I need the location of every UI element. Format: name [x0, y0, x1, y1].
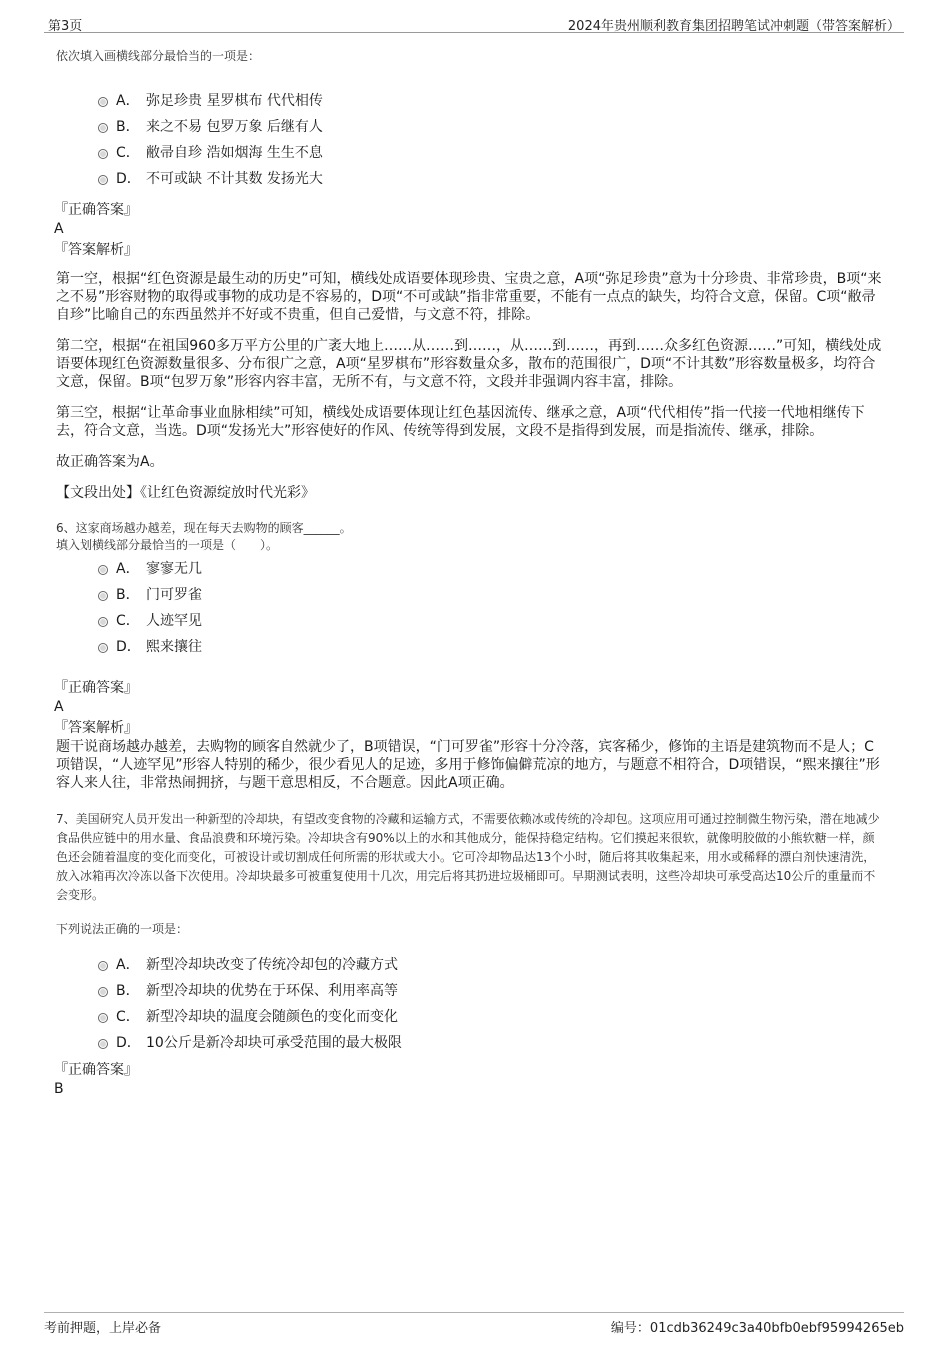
radio-icon[interactable] — [98, 149, 108, 159]
correct-answer-label: 『正确答案』 — [54, 202, 138, 218]
option-b[interactable]: B． 新型冷却块的优势在于环保、利用率高等 — [98, 978, 886, 1004]
radio-icon[interactable] — [98, 175, 108, 185]
question-7 — [56, 810, 886, 1098]
analysis-paragraph: 第二空，根据“在祖国960多万平方公里的广袤大地上……从……到……，从……到……，再到……众多红色资源……”可知，横线处成语要体现红色资源数量很多、分布很广之意，A项“星罗棋布”形容数量众多，散布的范围很广，D项“不计其数”形容数量极多，均符合文意，保留。B项“包罗万象”形容内容丰富，无所不有，与文意不符，文段并非强调内容丰富，排除。 — [56, 338, 882, 390]
option-c[interactable]: C． 敝帚自珍 浩如烟海 生生不息 — [98, 140, 886, 166]
option-c[interactable]: C． 新型冷却块的温度会随颜色的变化而变化 — [98, 1004, 886, 1030]
option-d[interactable]: D． 10公斤是新冷却块可承受范围的最大极限 — [98, 1030, 886, 1056]
analysis-label: 『答案解析』 — [54, 720, 138, 736]
option-c[interactable]: C． 人迹罕见 — [98, 608, 886, 634]
radio-icon[interactable] — [98, 123, 108, 133]
correct-answer-label: 『正确答案』 — [54, 1062, 138, 1078]
option-list — [56, 556, 886, 660]
document-code-value: 01cdb36249c3a40bfb0ebf95994265eb — [649, 1321, 904, 1336]
question-5 — [56, 48, 886, 502]
analysis-paragraph: 题干说商场越办越差，去购物的顾客自然就少了，B项错误，“门可罗雀”形容十分冷落，宾客稀少，修饰的主语是建筑物而不是人；C项错误，“人迹罕见”形容人特别的稀少，很少看见人的足迹，多用于修饰偏僻荒凉的地方，与题意不相符合，D项错误，“熙来攘往”形容人来人往，非常热闹拥挤，与题干意思相反，不合题意。因此A项正确。 — [56, 739, 880, 791]
correct-answer: A — [54, 221, 64, 237]
option-d[interactable]: D． 熙来攘往 — [98, 634, 886, 660]
radio-icon[interactable] — [98, 591, 108, 601]
option-d[interactable]: D． 不可或缺 不计其数 发扬光大 — [98, 166, 886, 192]
question-stem: 6、这家商场越办越差，现在每天去购物的顾客______。 — [56, 521, 352, 535]
option-a[interactable]: A． 新型冷却块改变了传统冷却包的冷藏方式 — [98, 952, 886, 978]
document-code-label: 编号： — [610, 1321, 650, 1336]
question-stem: 下列说法正确的一项是： — [56, 922, 189, 936]
correct-answer: B — [54, 1081, 64, 1097]
document-title: 2024年贵州顺利教育集团招聘笔试冲刺题（带答案解析） — [567, 19, 900, 34]
radio-icon[interactable] — [98, 643, 108, 653]
question-6 — [56, 520, 886, 792]
page-header — [44, 12, 904, 33]
correct-answer: A — [54, 699, 64, 715]
footer-slogan: 考前押题，上岸必备 — [44, 1321, 162, 1336]
analysis-conclusion: 故正确答案为A。 — [56, 454, 164, 470]
question-instruction: 依次填入画横线部分最恰当的一项是： — [56, 49, 261, 63]
document-code — [611, 1317, 904, 1336]
radio-icon[interactable] — [98, 1039, 108, 1049]
page-footer — [44, 1312, 904, 1336]
analysis-label: 『答案解析』 — [54, 242, 138, 258]
option-list — [56, 88, 886, 192]
correct-answer-label: 『正确答案』 — [54, 680, 138, 696]
reading-passage: 7、美国研究人员开发出一种新型的冷却块，有望改变食物的冷藏和运输方式，不需要依赖冰或传统的冷却包。这项应用可通过控制微生物污染，潜在地减少食品供应链中的用水量、食品浪费和环境污染。冷却块含有90%以上的水和其他成分，能保持稳定结构。它们摸起来很软，就像明胶做的小熊软糖一样，颜色还会随着温度的变化而变化，可被设计或切割成任何所需的形状或大小。它可冷却物品达13个小时，随后将其收集起来，用水或稀释的漂白剂快速清洗，放入冰箱再次冷冻以备下次使用。冷却块最多可被重复使用十几次，用完后将其扔进垃圾桶即可。早期测试表明，这些冷却块可承受高达10公斤的重量而不会变形。 — [56, 812, 880, 902]
passage-source: 【文段出处】《让红色资源绽放时代光彩》 — [56, 485, 315, 501]
radio-icon[interactable] — [98, 617, 108, 627]
radio-icon[interactable] — [98, 961, 108, 971]
radio-icon[interactable] — [98, 987, 108, 997]
option-b[interactable]: B． 来之不易 包罗万象 后继有人 — [98, 114, 886, 140]
option-a[interactable]: A． 弥足珍贵 星罗棋布 代代相传 — [98, 88, 886, 114]
radio-icon[interactable] — [98, 1013, 108, 1023]
page-number: 第3页 — [48, 19, 83, 34]
radio-icon[interactable] — [98, 565, 108, 575]
option-b[interactable]: B． 门可罗雀 — [98, 582, 886, 608]
question-instruction: 填入划横线部分最恰当的一项是（ ）。 — [56, 538, 279, 552]
analysis-paragraph: 第三空，根据“让革命事业血脉相续”可知，横线处成语要体现让红色基因流传、继承之意，A项“代代相传”指一代接一代地相继传下去，符合文意，当选。D项“发扬光大”形容使好的作风、传统等得到发展，文段不是指得到发展，而是指流传、继承，排除。 — [56, 405, 865, 439]
radio-icon[interactable] — [98, 97, 108, 107]
page-content — [56, 48, 886, 1098]
option-list — [56, 952, 886, 1056]
option-a[interactable]: A． 寥寥无几 — [98, 556, 886, 582]
analysis-paragraph: 第一空，根据“红色资源是最生动的历史”可知，横线处成语要体现珍贵、宝贵之意，A项“弥足珍贵”意为十分珍贵、非常珍贵，B项“来之不易”形容财物的取得或事物的成功是不容易的，D项“不可或缺”指非常重要，不能有一点点的缺失，均符合文意，保留。C项“敝帚自珍”比喻自己的东西虽然并不好或不贵重，但自己爱惜，与文意不符，排除。 — [56, 271, 882, 323]
